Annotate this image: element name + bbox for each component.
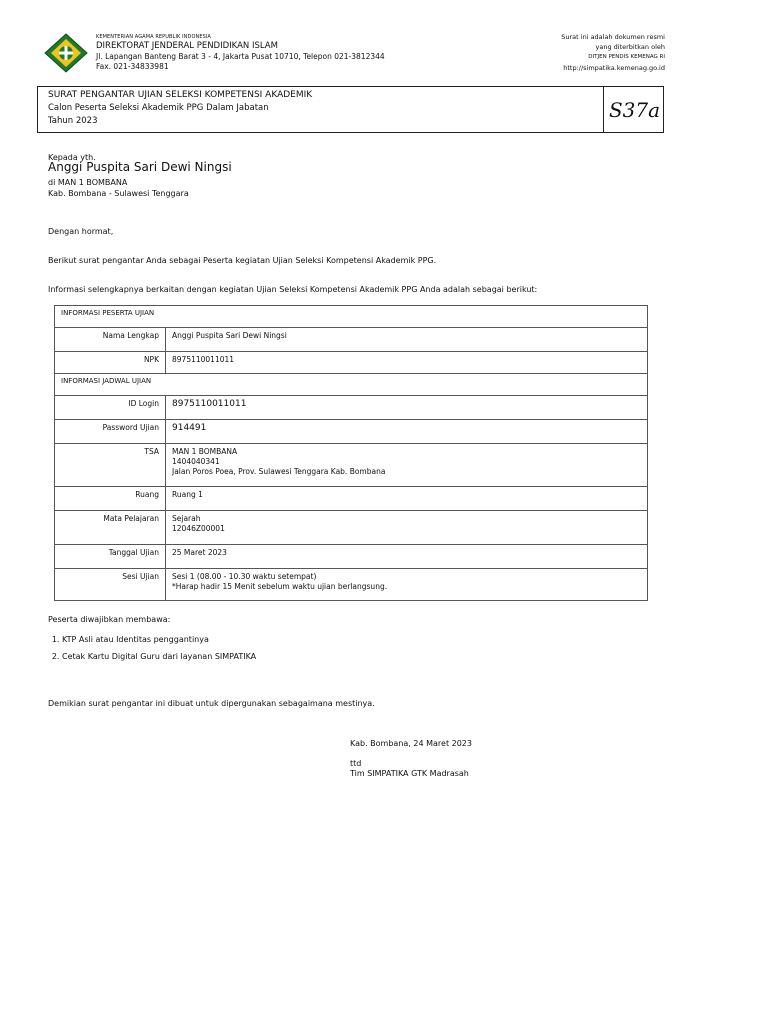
recipient-region: Kab. Bombana - Sulawesi Tenggara [48,189,189,198]
ruang-label: Ruang [55,487,166,511]
table-row [55,487,648,511]
table-row [55,511,648,545]
table-row [55,328,648,352]
npk-value: 8975110011011 [166,352,648,374]
closing-text: Demikian surat pengantar ini dibuat untuk dipergunakan sebagaimana mestinya. [48,699,375,708]
directorate-name: DIREKTORAT JENDERAL PENDIDIKAN ISLAM [96,41,278,51]
password-value: 914491 [166,420,648,444]
letter-subtitle: Calon Peserta Seleksi Akademik PPG Dalam Jabatan [48,103,269,113]
table-row [55,396,648,420]
letter-header-box [37,86,664,133]
sesi-note: *Harap hadir 15 Menit sebelum waktu ujian berlangsung. [172,582,388,591]
table-row [55,444,648,487]
opening-salutation: Dengan hormat, [48,227,114,236]
mapel-code: 12046Z00001 [172,524,225,533]
table-row [55,374,648,396]
table-row [55,306,648,328]
letter-title: SURAT PENGANTAR UJIAN SELEKSI KOMPETENSI AKADEMIK [48,90,313,100]
id-login-value: 8975110011011 [166,396,648,420]
tsa-name: MAN 1 BOMBANA [172,447,238,456]
bring-intro: Peserta diwajibkan membawa: [48,615,171,624]
letter-code: S37a [608,97,661,122]
official-note-line2: yang diterbitkan oleh [595,43,665,51]
list-item: 1. KTP Asli atau Identitas penggantinya [62,635,256,644]
id-login-label: ID Login [55,396,166,420]
nama-value: Anggi Puspita Sari Dewi Ningsi [166,328,648,352]
mapel-label: Mata Pelajaran [55,511,166,545]
sesi-time: Sesi 1 (08.00 - 10.30 waktu setempat) [172,572,317,581]
signature-ttd: ttd [350,759,362,768]
password-label: Password Ujian [55,420,166,444]
tanggal-label: Tanggal Ujian [55,545,166,569]
table-row [55,420,648,444]
recipient-institution: di MAN 1 BOMBANA [48,178,128,187]
tsa-code: 1404040341 [172,457,220,466]
list-item: 2. Cetak Kartu Digital Guru dari layanan SIMPATIKA [62,652,256,661]
ministry-name: KEMENTERIAN AGAMA REPUBLIK INDONESIA [96,34,211,40]
letter-year: Tahun 2023 [48,116,98,126]
body-paragraph-1: Berikut surat pengantar Anda sebagai Peserta kegiatan Ujian Seleksi Kompetensi Akademik PPG. [48,256,437,265]
table-row [55,545,648,569]
exam-info-table [54,305,648,601]
letterhead-address: Jl. Lapangan Banteng Barat 3 - 4, Jakarta Pusat 10710, Telepon 021-3812344 [96,52,385,61]
letterhead-fax: Fax. 021-34833981 [96,62,169,71]
table-row [55,569,648,601]
official-note-line3: DITJEN PENDIS KEMENAG RI [588,54,665,60]
bring-list [44,635,256,669]
kemenag-logo [43,33,89,73]
mapel-value [166,511,648,545]
recipient-name: Anggi Puspita Sari Dewi Ningsi [48,160,232,174]
place-date: Kab. Bombana, 24 Maret 2023 [350,739,472,748]
sesi-value [166,569,648,601]
sesi-label: Sesi Ujian [55,569,166,601]
tsa-label: TSA [55,444,166,487]
signer-name: Tim SIMPATIKA GTK Madrasah [350,769,469,778]
tanggal-value: 25 Maret 2023 [166,545,648,569]
tsa-value [166,444,648,487]
tsa-address: Jalan Poros Poea, Prov. Sulawesi Tenggara Kab. Bombana [172,467,386,476]
nama-label: Nama Lengkap [55,328,166,352]
official-note-line1: Surat ini adalah dokumen resmi [561,33,665,41]
npk-label: NPK [55,352,166,374]
mapel-name: Sejarah [172,514,201,523]
ruang-value: Ruang 1 [166,487,648,511]
recipient-greeting: Kepada yth. [48,153,96,162]
body-paragraph-2: Informasi selengkapnya berkaitan dengan kegiatan Ujian Seleksi Kompetensi Akademik PPG Anda adalah sebagai berikut: [48,285,538,294]
section-jadwal: INFORMASI JADWAL UJIAN [55,374,648,396]
table-row [55,352,648,374]
official-note-url: http://simpatika.kemenag.go.id [563,64,665,72]
section-peserta: INFORMASI PESERTA UJIAN [55,306,648,328]
